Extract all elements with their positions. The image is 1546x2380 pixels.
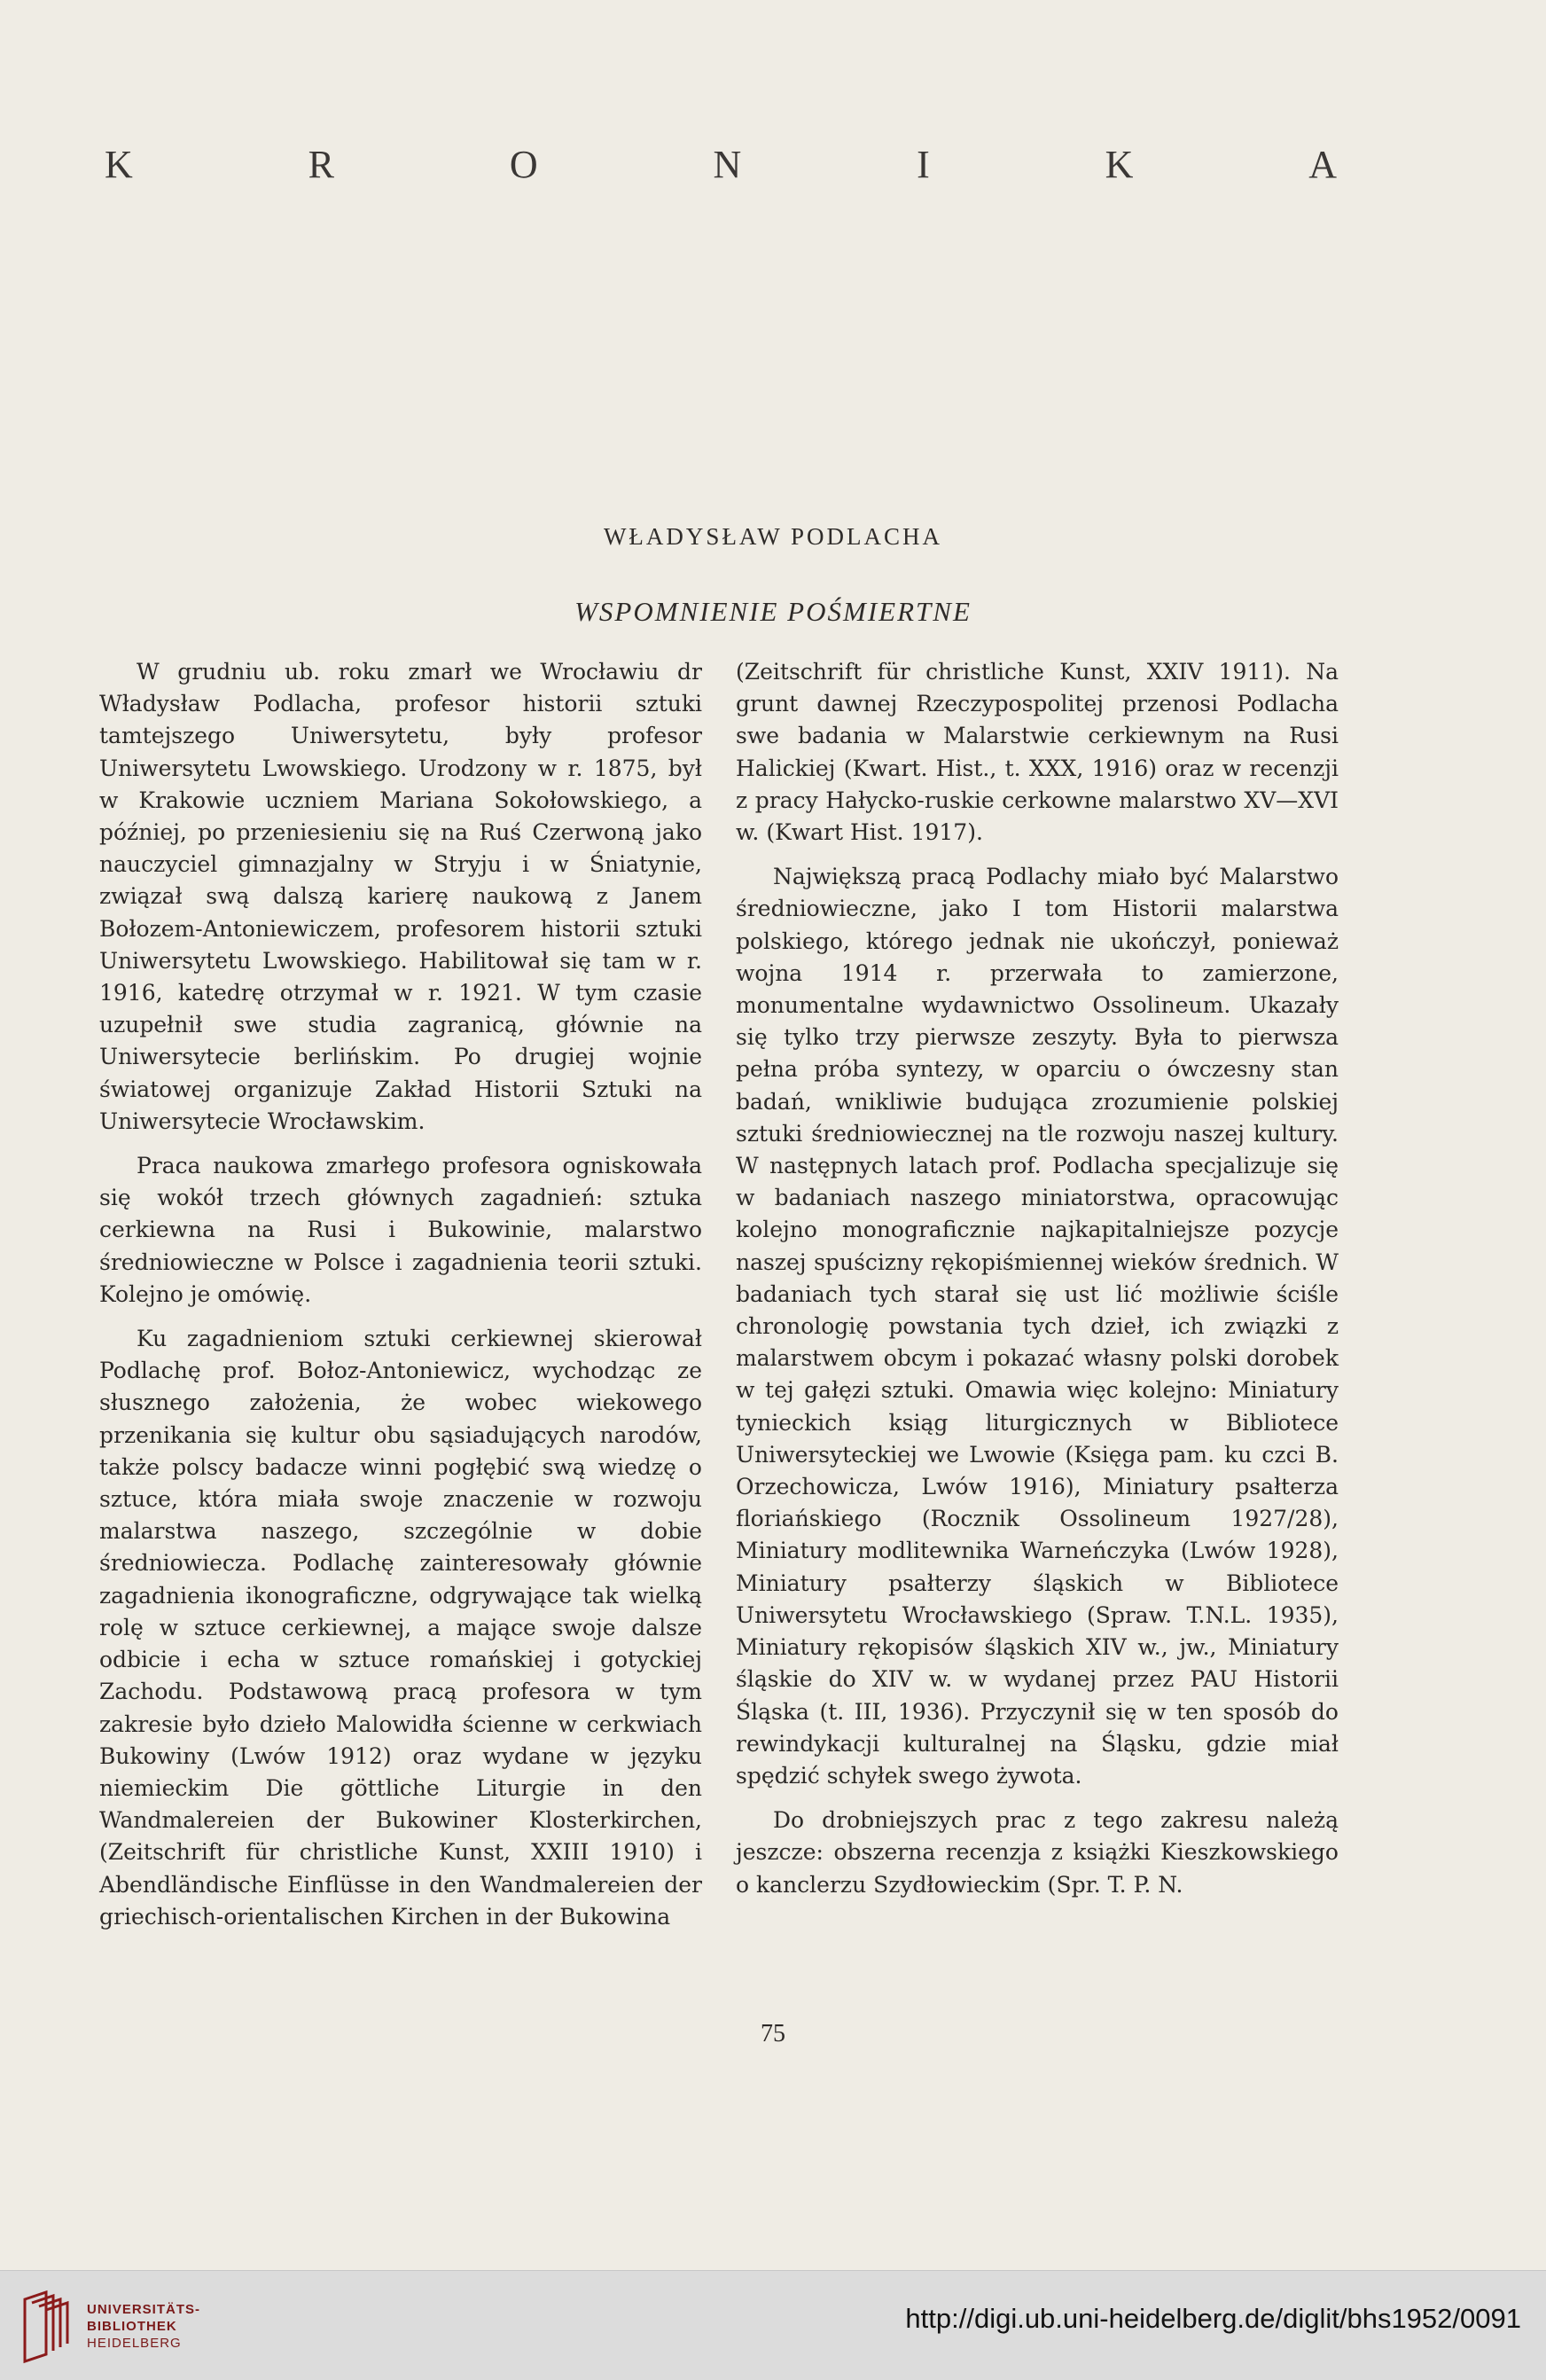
paragraph: W grudniu ub. roku zmarł we Wrocławiu dr Władysław Podlacha, profesor historii sztuki tamtejszego Uniwersytetu, były profesor Uniwersytetu Lwowskiego. Urodzony w r. 1875, był w Krakowie uczniem Mariana Sokołowskiego, a później, po przeniesieniu się na Ruś Czerwoną jako nauczyciel gimnazjalny w Stryju i w Śniatynie, związał swą dalszą karierę naukową z Janem Bołozem-Antoniewiczem, profesorem historii sztuki Uniwersytetu Lwowskiego. Habilitował się tam w r. 1916, katedrę otrzymał w r. 1921. W tym czasie uzupełnił swe studia zagranicą, głównie na Uniwersytecie berlińskim. Po drugiej wojnie światowej organizuje Zakład Historii Sztuki na Uniwersytecie Wrocławskim. <box>99 659 702 1134</box>
header-letter: R <box>308 143 334 186</box>
header-letter: N <box>713 143 742 186</box>
paragraph: Ku zagadnieniom sztuki cerkiewnej skierował Podlachę prof. Bołoz-Antoniewicz, wychodząc ze słusznego założenia, że wobec wiekowego przenikania się kultur obu sąsiadujących narodów, także polscy badacze winni pogłębić swą wiedzę o sztuce, która miała swoje znaczenie w rozwoju malarstwa naszego, szczególnie w dobie średniowiecza. Podlachę zainteresowały głównie zagadnienia ikonograficzne, odgrywające tak wielką rolę w sztuce cerkiewnej, a mające swoje dalsze odbicie i echa w sztuce romańskiej i gotyckiej Zachodu. Podstawową pracą profesora w tym zakresie było dzieło Malowidła ścienne w cerkwiach Bukowiny (Lwów 1912) oraz wydane w języku niemieckim Die göttliche Liturgie in den Wandmalereien der Bukowiner Klosterkirchen, (Zeitschrift für christliche Kunst, XXIII 1910) i Abendländische Einflüsse in den Wandmalereien der griechisch-orientalischen Kirchen in der Bukowina <box>99 1326 702 1930</box>
article-subtitle: WSPOMNIENIE POŚMIERTNE <box>574 596 972 627</box>
paragraph: (Zeitschrift für christliche Kunst, XXIV 1911). Na grunt dawnej Rzeczypospolitej przenosi Podlacha swe badania w Malarstwie cerkiewnym na Rusi Halickiej (Kwart. Hist., t. XXX, 1916) oraz w recenzji z pracy Hałycko-ruskie cerkowne malarstwo XV—XVI w. (Kwart Hist. 1917). <box>736 659 1339 846</box>
header-letter: A <box>1308 143 1337 186</box>
text-column-right <box>736 656 1339 1901</box>
article-author: WŁADYSŁAW PODLACHA <box>603 523 943 550</box>
library-name: UNIVERSITÄTS- BIBLIOTHEK HEIDELBERG <box>87 2302 201 2351</box>
text-column-left <box>99 656 702 1933</box>
header-letter: K <box>105 143 133 186</box>
header-letter: K <box>1105 143 1134 186</box>
source-url-link[interactable]: http://digi.ub.uni-heidelberg.de/diglit/bhs1952/0091 <box>905 2303 1521 2334</box>
paragraph: Do drobniejszych prac z tego zakresu należą jeszcze: obszerna recenzja z książki Kieszkowskiego o kanclerzu Szydłowieckim (Spr. T. P. N. <box>736 1807 1339 1898</box>
paragraph: Praca naukowa zmarłego profesora ogniskowała się wokół trzech głównych zagadnień: sztuka cerkiewna na Rusi i Bukowinie, malarstwo średniowieczne w Polsce i zagadnienia teorii sztuki. Kolejno je omówię. <box>99 1153 702 1307</box>
header-letter: I <box>917 143 930 186</box>
section-header-kronika <box>105 142 1337 187</box>
library-logo-icon <box>20 2289 78 2368</box>
page-number: 75 <box>761 2020 785 2047</box>
paragraph: Największą pracą Podlachy miało być Malarstwo średniowieczne, jako I tom Historii malarstwa polskiego, którego jednak nie ukończył, ponieważ wojna 1914 r. przerwała to zamierzone, monumentalne wydawnictwo Ossolineum. Ukazały się tylko trzy pierwsze zeszyty. Była to pierwsza pełna próba syntezy, w oparciu o ówczesny stan badań, wnikliwie budująca zrozumienie polskiej sztuki średniowiecznej na tle rozwoju naszej kultury. W następnych latach prof. Podlacha specjalizuje się w badaniach naszego miniatorstwa, opracowując kolejno monograficznie najkapitalniejsze pozycje naszej spuścizny rękopiśmiennej wieków średnich. W badaniach tych starał się ust lić możliwie ściśle chronologię powstania tych dzieł, ich związki z malarstwem obcym i pokazać własny polski dorobek w tej gałęzi sztuki. Omawia więc kolejno: Miniatury tynieckich ksiąg liturgicznych w Bibliotece Uniwersyteckiej we Lwowie (Księga pam. ku czci B. Orzechowicza, Lwów 1916), Miniatury psałterza floriańskiego (Rocznik Ossolineum 1927/28), Miniatury modlitewnika Warneńczyka (Lwów 1928), Miniatury psałterzy śląskich w Bibliotece Uniwersytetu Wrocławskiego (Spraw. T.N.L. 1935), Miniatury rękopisów śląskich XIV w., jw., Miniatury śląskie do XIV w. w wydanej przez PAU Historii Śląska (t. III, 1936). Przyczynił się w ten sposób do rewindykacji kulturalnej na Śląsku, gdzie miał spędzić schyłek swego żywota. <box>736 864 1339 1789</box>
digitization-footer <box>0 2270 1546 2380</box>
header-letter: O <box>509 143 538 186</box>
